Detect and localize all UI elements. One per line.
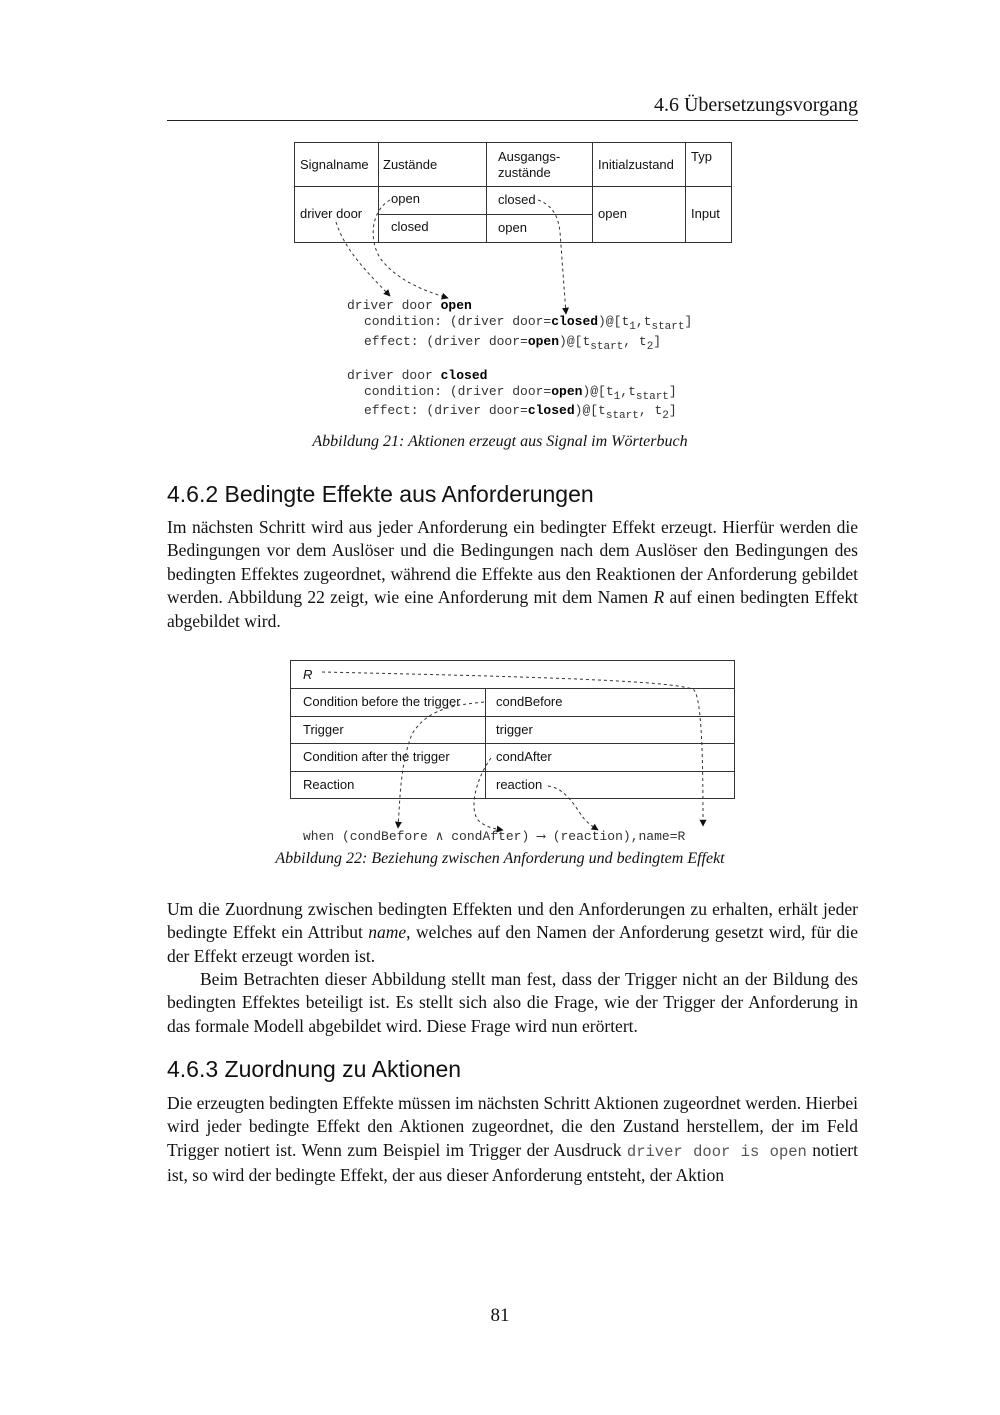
cell-type: Input (691, 206, 720, 221)
signal-table (294, 142, 732, 243)
page-number: 81 (490, 1305, 510, 1326)
row-condafter-value: condAfter (496, 749, 552, 764)
section-462-title: 4.6.2 Bedingte Effekte aus Anforderungen (167, 481, 594, 507)
section-463-paragraph: Die erzeugten bedingten Effekte müssen im nächsten Schritt Aktionen zugeordnet werden. Hierbei wird jeder bedingte Effekt den Aktionen zugeordnet, die den Zustand herstellem, der im Feld Trigger notiert ist. Wenn zum Beispiel im Trigger der Ausdruck driver door is open notiert ist, so wird der bedingte Effekt, der aus dieser Anforderung entsteht, der Aktion (167, 1093, 858, 1186)
requirement-name: R (303, 667, 313, 682)
section-463-title: 4.6.3 Zuordnung zu Aktionen (167, 1056, 462, 1082)
cell-state-closed: closed (391, 219, 429, 234)
section-462-paragraph: Im nächsten Schritt wird aus jeder Anforderung ein bedingter Effekt erzeugt. Hierfür werden die Bedingungen vor dem Auslöser und die Bedingungen nach dem Auslöser den Bedingungen des bedingten Effektes zugeordnet, während die Effekte aus den Reaktionen der Anforderung gebildet werden. Abbildung 22 zeigt, wie eine Anforderung mit dem Namen R auf einen bedingten Effekt abgebildet wird. (167, 517, 858, 631)
paragraph-trigger-question: Beim Betrachten dieser Abbildung stellt man fest, dass der Trigger nicht an der Bildung des bedingten Effektes beteiligt ist. Es stellt sich also die Frage, wie der Trigger der Anforderung in das formale Modell abgebildet wird. Diese Frage wird nun erörtert. (167, 969, 858, 1036)
action-open-name: driver door open (347, 298, 472, 313)
header-initialzustand: Initialzustand (598, 157, 674, 172)
running-header (167, 94, 858, 121)
figure21-caption: Abbildung 21: Aktionen erzeugt aus Signal im Wörterbuch (312, 433, 688, 450)
row-trigger-value: trigger (496, 722, 533, 737)
header-ausgangs: Ausgangs- (498, 149, 561, 164)
action-closed-name: driver door closed (347, 368, 488, 383)
row-condbefore-label: Condition before the trigger (303, 694, 461, 709)
header-signalname: Signalname (300, 157, 369, 172)
requirement-table (290, 660, 735, 799)
action-closed-effect: effect: (driver $door=closed)@[t_{start}$, $t_2$] (364, 403, 677, 422)
header-typ: Typ (691, 149, 712, 164)
row-reaction-value: reaction (496, 777, 543, 792)
cell-signal-name: driver door (300, 206, 363, 221)
header-zustaende: Zustände (383, 157, 438, 172)
action-open-effect: effect: (driver $door=open)@[t_{start}$, $t_2$] (364, 334, 662, 353)
cell-state-open: open (391, 191, 420, 206)
paragraph-name-attribute: Um die Zuordnung zwischen bedingten Effekten und den Anforderungen zu erhalten, erhält jeder bedingte Effekt ein Attribut name, welches auf den Namen der Anforderung gesetzt wird, für die der Effekt erzeugt worden ist. (167, 899, 858, 966)
running-header-title: 4.6 Übersetzungsvorgang (653, 94, 858, 116)
action-open-condition: condition: (driver $door=closed)@[t_1,t_{start}]$ (364, 314, 693, 333)
row-condbefore-value: condBefore (496, 694, 563, 709)
cell-output-open: open (498, 220, 527, 235)
row-condafter-label: Condition after the trigger (303, 749, 450, 764)
cell-output-closed: closed (498, 192, 536, 207)
figure22-caption: Abbildung 22: Beziehung zwischen Anforderung und bedingtem Effekt (275, 850, 725, 867)
header-ausgangszustaende: zustände (498, 165, 551, 180)
cell-initial-state: open (598, 206, 627, 221)
row-reaction-label: Reaction (303, 777, 355, 792)
conditional-effect-formula: when (condBefore ∧ condAfter) ⟶ (reaction),name=R (303, 829, 686, 844)
action-closed-condition: condition: (driver $door=open)@[t_1,t_{start}]$ (364, 384, 677, 403)
row-trigger-label: Trigger (303, 722, 344, 737)
